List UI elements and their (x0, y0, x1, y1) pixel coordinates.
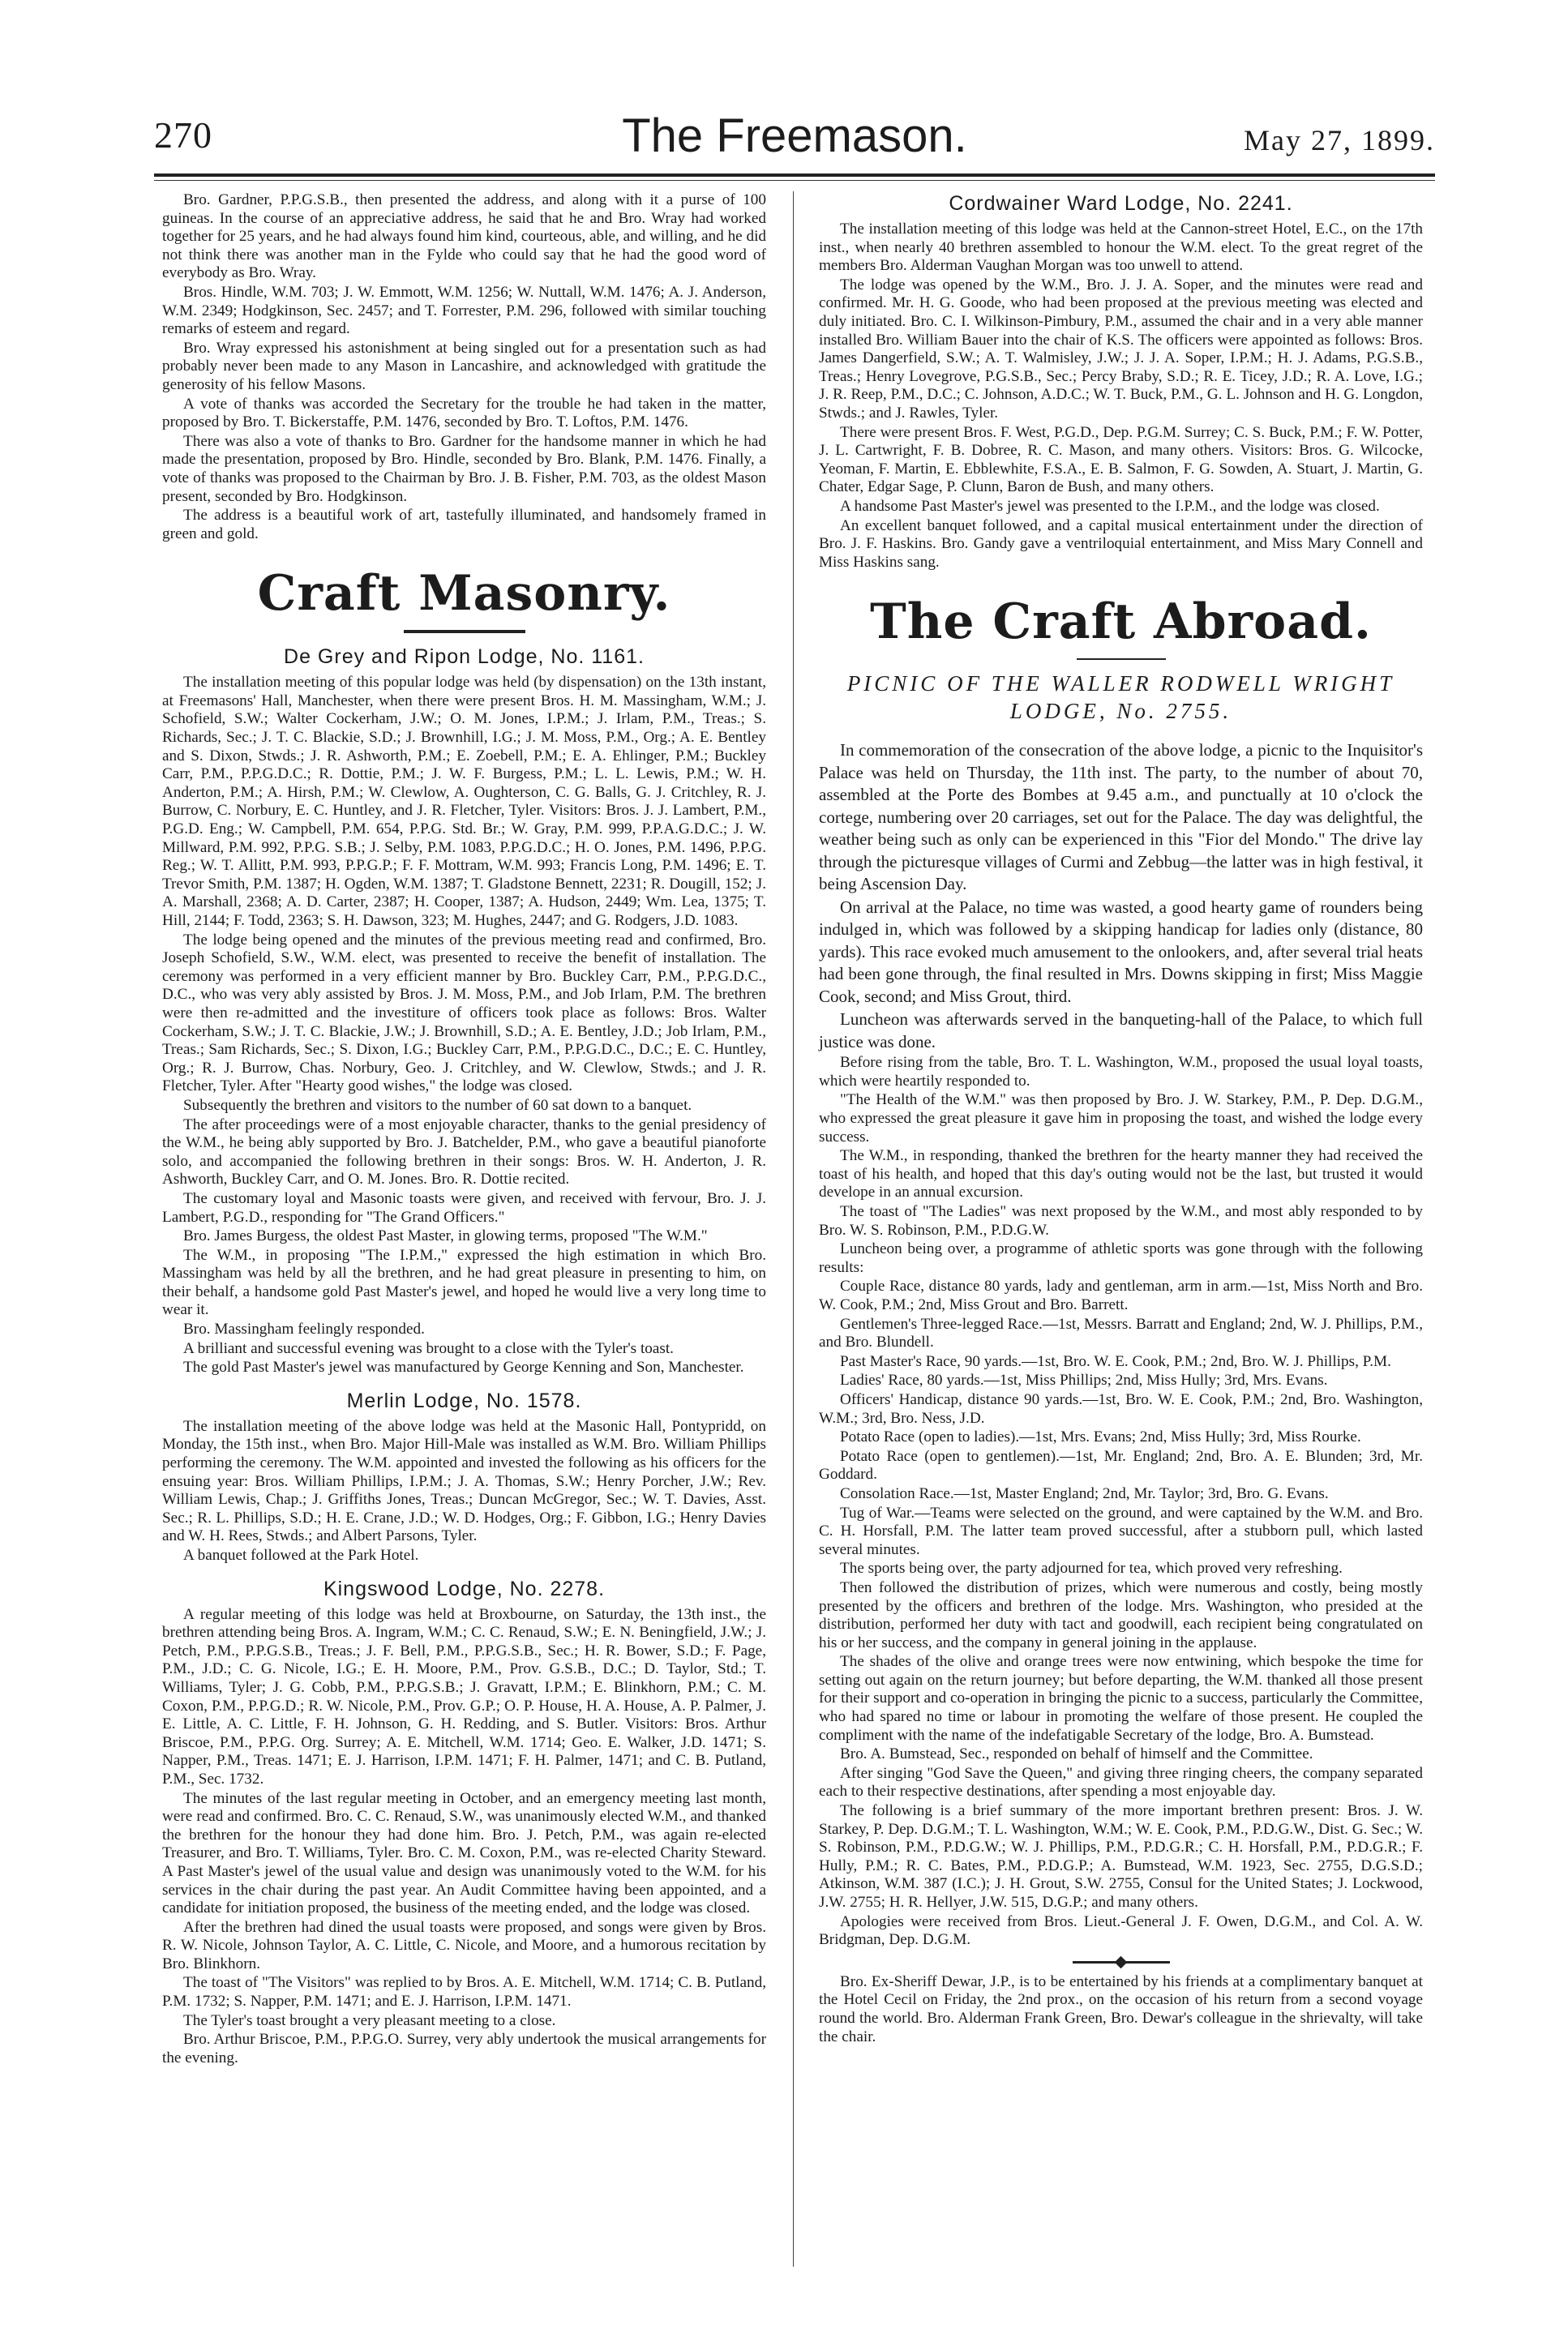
paragraph: The lodge being opened and the minutes of the previous meeting read and confirmed, Bro. Joseph Schofield, S.W., W.M. elect, was presented to receive the benefit of installation. The ceremony was performed in a very efficient manner by Bro. Buckley Carr, P.M., P.P.G.D.C., D.C., who was very ably assisted by Bros. J. M. Moss, P.M., and Job Irlam, P.M. The brethren were then re-admitted and the investiture of officers took place as follows: Bros. Walter Cockerham, S.W.; J. T. C. Blackie, J.W.; J. Brownhill, S.D.; A. E. Bentley, J.D.; Job Irlam, P.M., Treas.; Sam Richards, Sec.; S. Dixon, I.G.; Buckley Carr, P.M., P.P.G.D.C., D.C.; E. C. Huntley, Org.; R. J. Burrow, Chas. Norbury, Geo. J. Critchley, and W. Clewlow, Stwds.; and J. R. Fletcher, Tyler. After "Hearty good wishes," the lodge was closed. (162, 931, 766, 1095)
paragraph: Then followed the distribution of prizes, which were numerous and costly, being mostly presented by the officers and brethren of the lodge. Mrs. Washington, who presided at the distribution, performed her duty with tact and goodwill, each recipient being congratulated on his or her success, and the company in general joining in the applause. (819, 1578, 1423, 1651)
paragraph: The following is a brief summary of the more important brethren present: Bros. J. W. Starkey, P. Dep. D.G.M.; T. L. Washington, W.M.; W. E. Cook, P.M., P.D.G.W., Dist. G. Sec.; W. S. Robinson, P.M., P.D.G.W.; W. J. Phillips, P.M., P.D.G.R.; C. H. Horsfall, P.M., P.D.G.R.; F. Hully, P.M.; R. C. Bates, P.M., P.D.G.P.; A. Bumstead, W.M. 1923, Sec. 2755, D.G.S.D.; Atkinson, W.M. 387 (I.C.); J. H. Grout, S.W. 2755, Consul for the United States; J. Lockwood, J.W. 2755; H. R. Hellyer, J.W. 515, D.G.P.; and many others. (819, 1802, 1423, 1911)
lodge-heading: Kingswood Lodge, No. 2278. (323, 1577, 606, 1600)
paragraph: The lodge was opened by the W.M., Bro. J. J. A. Soper, and the minutes were read and confirmed. Mr. H. G. Goode, who had been proposed at the previous meeting was elected and duly initiated. Bro. C. I. Wilkinson-Pimbury, P.M., assumed the chair and in a very able manner installed Bro. William Bauer into the chair of K.S. The officers were appointed as follows: Bros. James Dangerfield, S.W.; A. T. Walmisley, J.W.; J. J. A. Soper, I.P.M.; H. J. Adams, P.G.S.B., Treas.; Henry Lovegrove, P.G.S.B., Sec.; Percy Braby, S.D.; R. E. Ticey, J.D.; R. A. Love, I.G.; J. R. Reep, P.M., D.C.; C. Johnson, A.D.C.; W. T. Buck, P.M., G. L. Johnson and H. G. Longdon, Stwds.; and J. Rawles, Tyler. (819, 276, 1423, 422)
paragraph: Couple Race, distance 80 yards, lady and gentleman, arm in arm.—1st, Miss North and Bro. W. Cook, P.M.; 2nd, Miss Grout and Bro. Barrett. (819, 1278, 1423, 1313)
right-column (819, 191, 1423, 2047)
picnic-subheading (819, 670, 1423, 725)
paragraph: An excellent banquet followed, and a capital musical entertainment under the direction of Bro. J. F. Haskins. Bro. Gandy gave a ventriloquial entertainment, and Miss Mary Connell and Miss Haskins sang. (819, 516, 1423, 571)
paragraph: The address is a beautiful work of art, tastefully illuminated, and handsomely framed in green and gold. (162, 507, 766, 542)
ornamental-divider (1073, 1961, 1170, 1964)
paragraph: Ladies' Race, 80 yards.—1st, Miss Phillips; 2nd, Miss Hully; 3rd, Mrs. Evans. (840, 1372, 1328, 1390)
paragraph: There was also a vote of thanks to Bro. Gardner for the handsome manner in which he had made the presentation, proposed by Bro. Hindle, seconded by Bro. Blank, P.M. 1476. Finally, a vote of thanks was proposed to the Chairman by Bro. J. B. Fisher, P.M. 703, as the oldest Mason present, seconded by Bro. Hodgkinson. (162, 432, 766, 505)
page-number: 270 (154, 114, 212, 156)
paragraph: The W.M., in responding, thanked the brethren for the hearty manner they had received the toast of his health, and hoped that this day's outing would not be the last, but trusted it would develope in an annual excursion. (819, 1147, 1423, 1201)
paragraph: Consolation Race.—1st, Master England; 2nd, Mr. Taylor; 3rd, Bro. G. Evans. (840, 1484, 1329, 1502)
lodge-heading: Cordwainer Ward Lodge, No. 2241. (949, 192, 1293, 215)
paragraph: Before rising from the table, Bro. T. L. Washington, W.M., proposed the usual loyal toasts, which were heartily responded to. (819, 1054, 1423, 1090)
paragraph: The sports being over, the party adjourned for tea, which proved very refreshing. (840, 1560, 1343, 1578)
paragraph: Officers' Handicap, distance 90 yards.—1st, Bro. W. E. Cook, P.M.; 2nd, Bro. Washington, W.M.; 3rd, Bro. Ness, J.D. (819, 1390, 1423, 1427)
paragraph: Gentlemen's Three-legged Race.—1st, Messrs. Barratt and England; 2nd, W. J. Phillips, P.M., and Bro. Blundell. (819, 1315, 1423, 1351)
column-divider (793, 191, 794, 2267)
paragraph: Potato Race (open to gentlemen).—1st, Mr. England; 2nd, Bro. A. E. Blunden; 3rd, Mr. Goddard. (819, 1447, 1423, 1484)
paragraph: Bro. Massingham feelingly responded. (183, 1321, 425, 1338)
lodge-heading: De Grey and Ripon Lodge, No. 1161. (284, 645, 645, 669)
paragraph: A handsome Past Master's jewel was presented to the I.P.M., and the lodge was closed. (840, 497, 1380, 515)
paragraph: The installation meeting of this lodge was held at the Cannon-street Hotel, E.C., on the 17th inst., when nearly 40 brethren assembled to honour the W.M. elect. To the great regret of the members Bro. Alderman Vaughan Morgan was too unwell to attend. (819, 221, 1423, 275)
subheading-line: LODGE, No. 2755. (1009, 699, 1232, 724)
paragraph: Luncheon being over, a programme of athletic sports was gone through with the following results: (819, 1240, 1423, 1276)
paragraph: Bro. A. Bumstead, Sec., responded on behalf of himself and the Committee. (840, 1745, 1313, 1763)
masthead (154, 109, 1435, 170)
left-column (162, 191, 766, 2068)
masthead-rule-thin (154, 180, 1435, 181)
paragraph: A brilliant and successful evening was brought to a close with the Tyler's toast. (183, 1339, 674, 1357)
closing-note: Bro. Ex-Sheriff Dewar, J.P., is to be entertained by his friends at a complimentary banquet at the Hotel Cecil on Friday, the 2nd prox., on the occasion of his return from a second voyage round the world. Bro. Alderman Frank Green, Bro. Dewar's colleague in the shrievalty, will take the chair. (819, 1972, 1423, 2045)
paragraph: A regular meeting of this lodge was held at Broxbourne, on Saturday, the 13th inst., the brethren attending being Bros. A. Ingram, W.M.; C. C. Renaud, S.W.; E. N. Beningfield, J.W.; J. Petch, P.M., P.P.G.S.B., Treas.; J. F. Bell, P.M., P.P.G.S.B., Sec.; H. R. Bower, S.D.; F. Page, P.M., J.D.; C. G. Nicole, I.G.; E. H. Moore, P.M., Prov. G.S.B., D.C.; D. Taylor, Std.; T. Williams, Tyler; J. G. Cobb, P.M., P.P.G.S.B.; J. Gravatt, I.P.M.; E. Blinkhorn, P.M.; C. M. Coxon, P.M., P.P.G.D.; R. W. Nicole, P.M., Prov. G.P.; O. P. House, H. A. House, A. P. Palmer, J. E. Little, A. C. Little, F. H. Johnson, G. H. Redding, and S. Butler. Visitors: Bros. Arthur Briscoe, P.M., P.P.G. Org. Surrey; A. E. Mitchell, W.M. 1714; Geo. E. Walker, J.D. 1471; S. Napper, P.M., Treas. 1471; E. J. Harrison, I.P.M. 1471; F. H. Palmer, 1471; and C. B. Putland, P.M., Sec. 1732. (162, 1605, 766, 1788)
paragraph: After the brethren had dined the usual toasts were proposed, and songs were given by Bros. R. W. Nicole, Johnson Taylor, A. C. Little, C. Nicole, and Moore, and a humorous recitation by Bro. Blinkhorn. (162, 1918, 766, 1972)
paragraph: Tug of War.—Teams were selected on the ground, and were captained by the W.M. and Bro. C. H. Horsfall, P.M. The latter team proved successful, after a stubborn pull, which lasted several minutes. (819, 1504, 1423, 1558)
paragraph: Potato Race (open to ladies).—1st, Mrs. Evans; 2nd, Miss Hully; 3rd, Miss Rourke. (840, 1428, 1361, 1446)
paragraph: The toast of "The Visitors" was replied to by Bros. A. E. Mitchell, W.M. 1714; C. B. Putland, P.M. 1732; S. Napper, P.M. 1471; and E. J. Harrison, I.P.M. 1471. (162, 1974, 766, 2011)
lodge-heading: Merlin Lodge, No. 1578. (346, 1389, 582, 1412)
paragraph: The gold Past Master's jewel was manufactured by George Kenning and Son, Manchester. (183, 1359, 744, 1377)
paragraph: The minutes of the last regular meeting in October, and an emergency meeting last month, were read and confirmed. Bro. C. C. Renaud, S.W., was unanimously elected W.M., and thanked the brethren for the honour they had done him. Bro. J. Petch, P.M., was again re-elected Treasurer, and Bro. T. Williams, Tyler. Bro. C. M. Coxon, P.M., was re-elected Charity Steward. A Past Master's jewel of the usual value and design was unanimously voted to the W.M. for his services in the chair during the past year. An Audit Committee having been appointed, and a candidate for initiation proposed, the business of the meeting ended, and the lodge was closed. (162, 1789, 766, 1917)
paragraph: The installation meeting of the above lodge was held at the Masonic Hall, Pontypridd, on Monday, the 15th inst., when Bro. Major Hill-Male was installed as W.M. Bro. William Phillips performing the ceremony. The W.M. appointed and invested the following as his officers for the ensuing year: Bros. William Phillips, I.P.M.; J. A. Thomas, S.W.; Henry Porcher, J.W.; Rev. William Lewis, Chap.; J. Griffiths Jones, Treas.; Duncan McGregor, Sec.; W. T. Davies, Asst. Sec.; R. L. Phillips, S.D.; H. E. Crane, J.D.; W. D. Hodges, Org.; F. Gibbon, I.G.; Henry Davies and W. H. Rees, Stwds.; and Albert Parsons, Tyler. (162, 1417, 766, 1545)
paragraph: Bro. Arthur Briscoe, P.M., P.P.G.O. Surrey, very ably undertook the musical arrangements for the evening. (162, 2031, 766, 2066)
masthead-rule (154, 173, 1435, 177)
paragraph: Bro. Wray expressed his astonishment at being singled out for a presentation such as had probably never been made to any Mason in Lancashire, and acknowledged with gratitude the generosity of his fellow Masons. (162, 339, 766, 393)
paragraph: A vote of thanks was accorded the Secretary for the trouble he had taken in the matter, proposed by Bro. T. Bickerstaffe, P.M. 1476, seconded by Bro. T. Loftos, P.M. 1476. (162, 395, 766, 431)
subheading-line: PICNIC OF THE WALLER RODWELL WRIGHT (846, 671, 1395, 696)
ornamental-rule (1077, 658, 1166, 660)
paragraph: Bro. Gardner, P.P.G.S.B., then presented the address, and along with it a purse of 100 guineas. In the course of an appreciative address, he said that he and Bro. Wray had worked together for 25 years, and he had always found him kind, courteous, able, and willing, and he did not think there was another man in the Fylde who could say that he had the good word of everybody as Bro. Wray. (162, 191, 766, 282)
paragraph: After singing "God Save the Queen," and giving three ringing cheers, the company separated each to their respective destinations, after spending a most enjoyable day. (819, 1764, 1423, 1801)
paragraph: The shades of the olive and orange trees were now entwining, which bespoke the time for setting out again on the return journey; but before departing, the W.M. thanked all those present for their support and co-operation in bringing the picnic to a success, particularly the Committee, who had spared no time or labour in promoting the welfare of those present. He coupled the compliment with the name of the indefatigable Secretary of the lodge, Bro. A. Bumstead. (819, 1653, 1423, 1744)
paragraph: "The Health of the W.M." was then proposed by Bro. J. W. Starkey, P.M., P. Dep. D.G.M., who expressed the great pleasure it gave him in proposing the toast, and wished the lodge every success. (819, 1091, 1423, 1146)
paragraph: Bros. Hindle, W.M. 703; J. W. Emmott, W.M. 1256; W. Nuttall, W.M. 1476; A. J. Anderson, W.M. 2349; Hodgkinson, Sec. 2457; and T. Forrester, P.M. 296, followed with similar touching remarks of esteem and regard. (162, 283, 766, 338)
paragraph: The after proceedings were of a most enjoyable character, thanks to the genial presidency of the W.M., he being ably supported by Bro. J. Batchelder, P.M., who gave a beautiful pianoforte solo, and accompanied the following brethren in their songs: Bros. W. H. Anderton, J. R. Ashworth, Buckley Carr, and O. M. Jones. Bro. R. Dottie recited. (162, 1116, 766, 1188)
paragraph: There were present Bros. F. West, P.G.D., Dep. P.G.M. Surrey; C. S. Buck, P.M.; F. W. Potter, J. L. Cartwright, F. B. Dobree, R. C. Mason, and many others. Visitors: Bros. G. Wilcocke, Yeoman, F. Martin, E. Ebblewhite, F.S.A., E. B. Salmon, F. G. Sowden, A. Stuart, J. Martin, G. Chater, Edgar Sage, P. Clunn, Baron de Bush, and many others. (819, 423, 1423, 496)
section-title-craft-masonry: Craft Masonry. (257, 565, 671, 623)
paragraph: On arrival at the Palace, no time was wasted, a good hearty game of rounders being indulged in, which was followed by a skipping handicap for ladies only (distance, 80 yards). This race evoked much amusement to the onlookers, and, after several trial heats had been gone through, the final resulted in Mrs. Downs skipping in first; Miss Maggie Cook, second; and Miss Grout, third. (819, 897, 1423, 1006)
paragraph: Apologies were received from Bros. Lieut.-General J. F. Owen, D.G.M., and Col. A. W. Bridgman, Dep. D.G.M. (819, 1912, 1423, 1949)
paragraph: Bro. James Burgess, the oldest Past Master, in glowing terms, proposed "The W.M." (183, 1227, 708, 1245)
ornamental-rule (404, 630, 525, 633)
issue-date: May 27, 1899. (1244, 124, 1435, 156)
paragraph: The Tyler's toast brought a very pleasant meeting to a close. (183, 2011, 556, 2029)
paragraph: Past Master's Race, 90 yards.—1st, Bro. W. E. Cook, P.M.; 2nd, Bro. W. J. Phillips, P.M. (840, 1352, 1391, 1370)
publication-title: The Freemason. (622, 109, 967, 162)
paragraph: The toast of "The Ladies" was next proposed by the W.M., and most ably responded to by Bro. W. S. Robinson, P.M., P.D.G.W. (819, 1203, 1423, 1239)
paragraph: The customary loyal and Masonic toasts were given, and received with fervour, Bro. J. J. Lambert, P.G.D., responding for "The Grand Officers." (162, 1189, 766, 1226)
paragraph: Luncheon was afterwards served in the banqueting-hall of the Palace, to which full justice was done. (819, 1009, 1423, 1051)
paragraph: The installation meeting of this popular lodge was held (by dispensation) on the 13th instant, at Freemasons' Hall, Manchester, when there were present Bros. H. M. Massingham, W.M.; J. Schofield, S.W.; Walter Cockerham, J.W.; O. M. Jones, I.P.M.; J. Irlam, P.M., Treas.; S. Richards, Sec.; J. T. C. Blackie, S.D.; J. Brownhill, I.G.; J. M. Moss, P.M., Org.; A. E. Bentley and S. Dixon, Stwds.; J. R. Ashworth, P.M.; E. Zoebell, P.M.; E. A. Ehlinger, P.M.; Buckley Carr, P.M., P.P.G.D.C.; R. Dottie, P.M.; J. W. F. Burgess, P.M.; L. L. Lewis, P.M.; W. H. Anderton, P.M.; A. Hirsh, P.M.; W. Clewlow, A. Oughterson, C. G. Balls, G. J. Critchley, R. J. Burrow, C. Norbury, E. C. Huntley, and J. R. Fletcher, Tyler. Visitors: Bros. J. J. Lambert, P.M., P.G.D. Eng.; W. Campbell, P.M. 654, P.P.G. Std. Br.; W. Gray, P.M. 999, P.P.A.G.D.C.; J. W. Millward, P.M. 992, P.P.G. S.B.; J. Selby, P.M. 1083, P.P.G.D.C.; H. O. Jones, P.M. 1496, P.P.G. Reg.; W. T. Allitt, P.M. 993, P.P.G.P.; F. F. Mottram, W.M. 993; Francis Long, P.M. 1496; E. T. Trevor Smith, P.M. 1387; H. Ogden, W.M. 1387; T. Gladstone Bennett, 2231; R. Dougill, 152; J. A. Marshall, 2368; A. D. Carter, 2387; H. Cooper, 1387; A. Hudson, 2449; Wm. Lea, 1375; T. Hill, 2144; F. Todd, 2363; S. H. Dawson, 323; M. Hughes, 2447; and G. Rodgers, J.D. 1083. (162, 674, 766, 929)
paragraph: A banquet followed at the Park Hotel. (183, 1547, 419, 1564)
section-title-craft-abroad: The Craft Abroad. (870, 593, 1372, 651)
paragraph: The W.M., in proposing "The I.P.M.," expressed the high estimation in which Bro. Massingham was held by all the brethren, and he had great pleasure in presenting to him, on their behalf, a handsome gold Past Master's jewel, and hoped he would live a very long time to wear it. (162, 1246, 766, 1319)
paragraph: Subsequently the brethren and visitors to the number of 60 sat down to a banquet. (183, 1096, 692, 1114)
paragraph: In commemoration of the consecration of the above lodge, a picnic to the Inquisitor's Palace was held on Thursday, the 11th inst. The party, to the number of about 70, assembled at the Porte des Bombes at 9.45 a.m., and punctually at 10 o'clock the cortege, numbering over 20 carriages, set out for the Palace. The day was delightful, the weather being such as only can be experienced in this "Fior del Mondo." The drive lay through the picturesque villages of Curmi and Zebbug—the latter was in high festival, it being Ascension Day. (819, 740, 1423, 894)
